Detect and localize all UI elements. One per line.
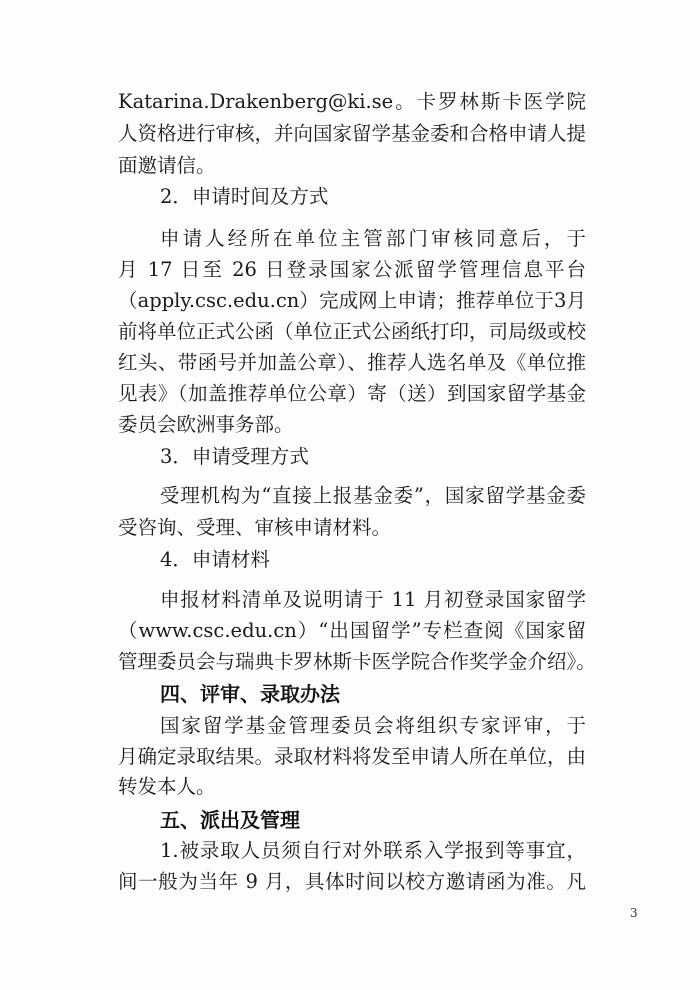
body-line-25: 间一般为当年 9 月，具体时间以校方邀请函为准。凡 xyxy=(118,870,586,893)
page-number: 3 xyxy=(630,906,638,920)
subheading-acceptance-method: 3．申请受理方式 xyxy=(160,445,309,468)
body-line-11: 委员会欧洲事务部。 xyxy=(118,413,294,436)
body-line-18: 管理委员会与瑞典卡罗林斯卡医学院合作奖学金介绍》。 xyxy=(118,650,596,673)
subheading-application-materials: 4．申请材料 xyxy=(160,548,270,571)
body-line-22: 转发本人。 xyxy=(118,775,216,798)
body-line-24: 1.被录取人员须自行对外联系入学报到等事宜， xyxy=(160,839,586,862)
body-line-17: （www.csc.edu.cn）“出国留学”专栏查阅《国家留 xyxy=(118,619,586,642)
body-line-8: 前将单位正式公函（单位正式公函纸打印，司局级或校 xyxy=(118,320,586,343)
body-line-13: 受理机构为“直接上报基金委”，国家留学基金委 xyxy=(160,484,586,507)
body-line-21: 月确定录取结果。录取材料将发至申请人所在单位，由 xyxy=(118,745,586,768)
body-line-5: 申请人经所在单位主管部门审核同意后，于 xyxy=(160,227,586,250)
body-line-7: （apply.csc.edu.cn）完成网上申请；推荐单位于3月 xyxy=(118,289,586,312)
body-line-9: 红头、带函号并加盖公章）、推荐人选名单及《单位推 xyxy=(118,351,586,374)
subheading-application-time: 2．申请时间及方式 xyxy=(160,185,329,208)
body-line-3: 面邀请信。 xyxy=(118,154,216,177)
section-heading-review: 四、评审、录取办法 xyxy=(160,682,340,706)
body-line-10: 见表》（加盖推荐单位公章）寄（送）到国家留学基金 xyxy=(118,382,586,405)
body-line-16: 申报材料清单及说明请于 11 月初登录国家留学 xyxy=(160,588,586,611)
body-line-6: 月 17 日至 26 日登录国家公派留学管理信息平台 xyxy=(118,258,586,281)
body-line-1: Katarina.Drakenberg@ki.se。卡罗林斯卡医学院 xyxy=(118,90,586,113)
section-heading-dispatch: 五、派出及管理 xyxy=(160,808,300,832)
body-line-14: 受咨询、受理、审核申请材料。 xyxy=(118,516,392,539)
body-line-20: 国家留学基金管理委员会将组织专家评审，于 xyxy=(160,714,586,737)
body-line-2: 人资格进行审核，并向国家留学基金委和合格申请人提 xyxy=(118,122,586,145)
